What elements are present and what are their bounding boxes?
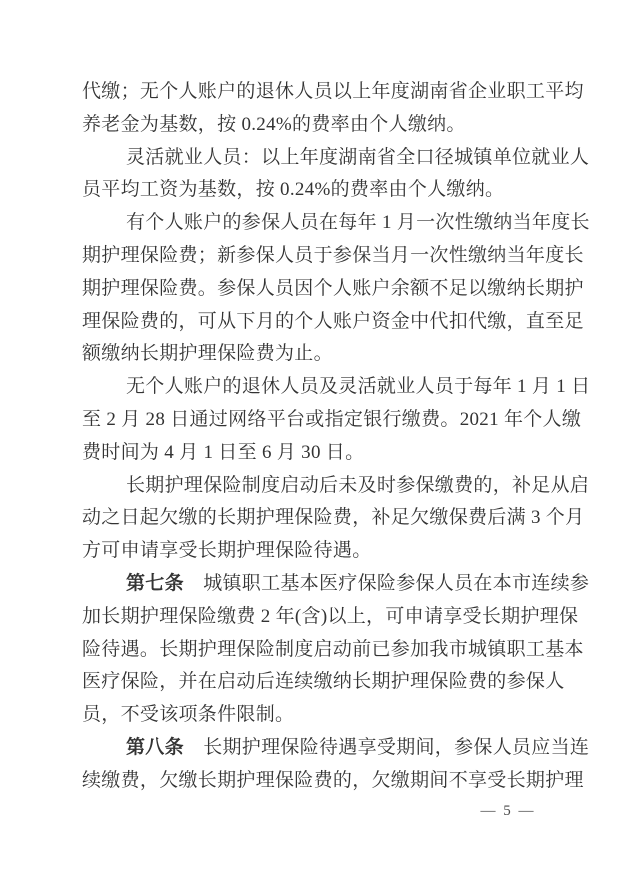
text-line: 至 2 月 28 日通过网络平台或指定银行缴费。2021 年个人缴: [82, 408, 582, 430]
text-line-body: 长期护理保险待遇享受期间，参保人员应当连: [183, 736, 590, 758]
text-line: 费时间为 4 月 1 日至 6 月 30 日。: [82, 441, 365, 463]
article-number: 第七条: [126, 572, 184, 594]
text-line: 有个人账户的参保人员在每年 1 月一次性缴纳当年度长: [126, 212, 590, 234]
text-line: 续缴费，欠缴长期护理保险费的，欠缴期间不享受长期护理: [82, 769, 584, 791]
text-line: [82, 568, 590, 601]
text-line: 加长期护理保险缴费 2 年(含)以上，可申请享受长期护理保: [82, 605, 579, 627]
article-number: 第八条: [126, 736, 184, 758]
text-line: 理保险费的，可从下月的个人账户资金中代扣代缴，直至足: [82, 310, 584, 332]
text-line: 员平均工资为基数，按 0.24%的费率由个人缴纳。: [82, 179, 505, 201]
text-line: 医疗保险，并在启动后连续缴纳长期护理保险费的参保人: [82, 671, 565, 693]
page-number: — 5 —: [480, 803, 536, 819]
text-line: 无个人账户的退休人员及灵活就业人员于每年 1 月 1 日: [126, 376, 591, 398]
text-line: 险待遇。长期护理保险制度启动前已参加我市城镇职工基本: [82, 638, 584, 660]
text-line: 长期护理保险制度启动后未及时参保缴费的，补足从启: [126, 474, 590, 496]
text-line: 期护理保险费。参保人员因个人账户余额不足以缴纳长期护: [82, 277, 584, 299]
text-line: 动之日起欠缴的长期护理保险费，补足欠缴保费后满 3 个月: [82, 507, 585, 529]
text-line: 灵活就业人员：以上年度湖南省全口径城镇单位就业人: [126, 146, 590, 168]
text-line: 代缴；无个人账户的退休人员以上年度湖南省企业职工平均: [82, 81, 584, 102]
text-line: 方可申请享受长期护理保险待遇。: [82, 540, 372, 562]
text-line: 员，不受该项条件限制。: [82, 704, 295, 726]
text-line: 期护理保险费；新参保人员于参保当月一次性缴纳当年度长: [82, 244, 584, 266]
text-line: 额缴纳长期护理保险费为止。: [82, 343, 333, 365]
document-body: [82, 76, 591, 798]
text-line: [82, 732, 590, 765]
text-line: 养老金为基数，按 0.24%的费率由个人缴纳。: [82, 113, 466, 135]
text-line-body: 城镇职工基本医疗保险参保人员在本市连续参: [183, 572, 590, 594]
